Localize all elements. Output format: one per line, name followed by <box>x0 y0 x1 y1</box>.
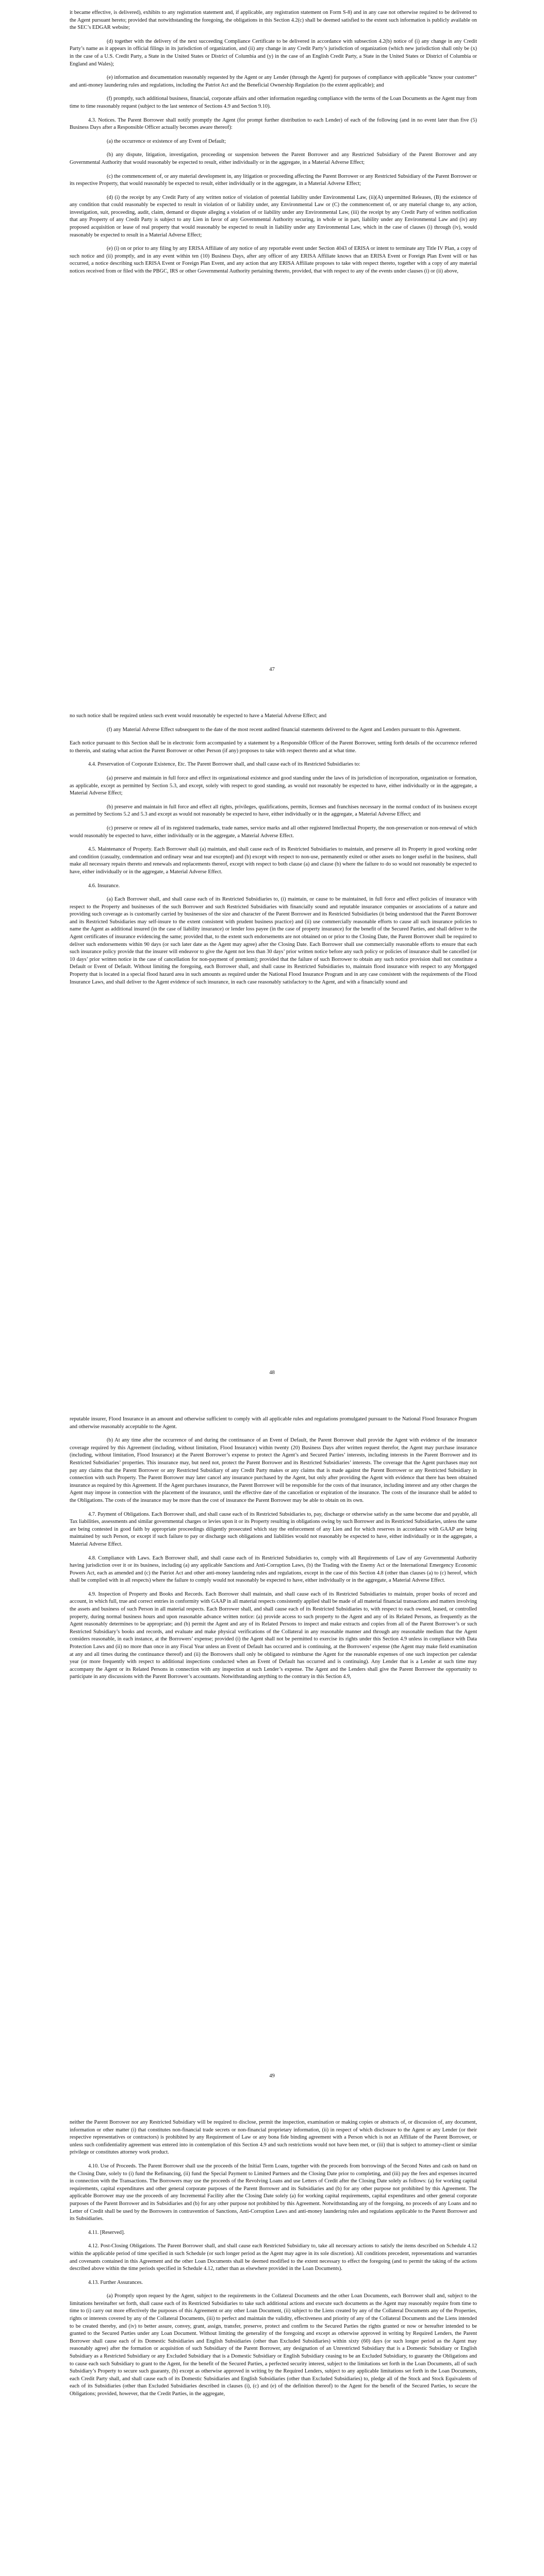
paragraph: reputable insurer, Flood Insurance in an amount and otherwise sufficient to comply with all applicable rules and regulations promulgated pursuant to the National Flood Insurance Program and otherwise reasonably acceptable to the Agent. <box>70 1416 477 1430</box>
section-paragraph: 4.4. Preservation of Corporate Existence, Etc. The Parent Borrower shall, and shall cause each of its Restricted Subsidiaries to: <box>88 761 360 768</box>
section-heading: 4.6. Insurance. <box>88 883 120 889</box>
section-paragraph: 4.5. Maintenance of Property. Each Borrower shall (a) maintain, and shall cause each of its Restricted Subsidiaries to maintain, and preserve all its Property in good working order and condition (casualty, condemnation and ordinary wear and tear excepted) and (b) except with respect to non-use, permanently exited or other assets no longer useful in the business, shall make all necessary repairs thereto and renewals and replacements thereof, except with respect to both clause (a) and clause (b) where the failure to do so would not reasonably be expected to have, either individually or in the aggregate, a Material Adverse Effect. <box>70 846 477 875</box>
page-number: 47 <box>269 667 275 672</box>
paragraph: (c) preserve or renew all of its registered trademarks, trade names, service marks and all other registered Intellectual Property, the non-preservation or non-renewal of which would reasonably be expected to have, either individually or in the aggregate, a Material Adverse Effect. <box>70 825 477 839</box>
page-50 <box>0 2110 544 2576</box>
paragraph: (a) preserve and maintain in full force and effect its organizational existence and good standing under the laws of its jurisdiction of incorporation, organization or formation, as applicable, except as permitted by Section 5.3, and except, solely with respect to good standing, as would not reasonably be expected to have, either individually or in the aggregate, a Material Adverse Effect; <box>70 775 477 796</box>
section-paragraph: 4.12. Post-Closing Obligations. The Parent Borrower shall, and shall cause each Restricted Subsidiary to, take all necessary actions to satisfy the items described on Schedule 4.12 within the applicable period of time specified in such Schedule (or such longer period as the Agent may agree in its sole discretion). All conditions precedent, representations and warranties and covenants contained in this Agreement and the other Loan Documents shall be deemed modified to the extent necessary to effect the foregoing (and to permit the taking of the actions described above within the time periods specified in Schedule 4.12, rather than as elsewhere provided in the Loan Documents). <box>70 2243 477 2272</box>
paragraph: (a) Promptly upon request by the Agent, subject to the requirements in the Collateral Documents and the other Loan Documents, each Borrower shall and, subject to the limitations hereinafter set forth, shall cause each of its Restricted Subsidiaries to take such additional actions and execute such documents as the Agent may reasonably require from time to time to (i) carry out more effectively the purposes of this Agreement or any other Loan Document, (ii) subject to the Liens created by any of the Collateral Documents any of the Properties, rights or interests covered by any of the Collateral Documents, (iii) to perfect and maintain the validity, effectiveness and priority of any of the Collateral Documents and the Liens intended to be created thereby, and (iv) to better assure, convey, grant, assign, transfer, preserve, protect and confirm to the Secured Parties the rights granted or now or hereafter intended to be granted to the Secured Parties under any Loan Document. Without limiting the generality of the foregoing and except as otherwise approved in writing by Required Lenders, the Parent Borrower shall cause each of its Domestic Subsidiaries and English Subsidiaries (other than Excluded Subsidiaries) within sixty (60) days (or such longer period as the Agent may reasonably agree) after the formation or acquisition of such Subsidiary of the Parent Borrower, any designation of an Unrestricted Subsidiary that is a Domestic Subsidiary or English Subsidiary as a Restricted Subsidiary or any Excluded Subsidiary that is a Domestic Subsidiary or English Subsidiary ceasing to be an Excluded Subsidiary, to guaranty the Obligations and to cause each such Subsidiary to grant to the Agent, for the benefit of the Secured Parties, a perfected security interest, subject to the limitations set forth in the Loan Documents, all of such Subsidiary’s Property to secure such guaranty, (b) except as otherwise approved in writing by the Required Lenders, subject to any applicable limitations set forth in the Loan Documents, each Credit Party shall, and shall cause each of its Domestic Subsidiaries and English Subsidiaries (other than Excluded Subsidiaries) to, pledge all of the Stock and Stock Equivalents of each of its Subsidiaries (other than Excluded Subsidiaries described in clauses (i), (c) and (e) of the definition thereof) to the Agent for the benefit of the Secured Parties, to secure the Obligations; provided, however, that the Credit Parties, in the aggregate, <box>70 2293 477 2397</box>
section-heading: 4.13. Further Assurances. <box>88 2279 143 2285</box>
paragraph: (f) promptly, such additional business, financial, corporate affairs and other information regarding compliance with the terms of the Loan Documents as the Agent may from time to time reasonably request (subject to the last sentence of Sections 4.9 and Section 9.10). <box>70 96 477 109</box>
paragraph: (d) together with the delivery of the next succeeding Compliance Certificate to be delivered in accordance with subsection 4.2(b) notice of (i) any change in any Credit Party’s name as it appears in official filings in its jurisdiction of organization, and (ii) any change in any Credit Party’s jurisdiction of organization (which new jurisdiction shall only be (x) in the case of a U.S. Credit Party, a State in the United States or District of Columbia and (y) in the case of an English Credit Party, a State in the United States or District of Columbia or England and Wales); <box>70 38 477 67</box>
paragraph: (e) information and documentation reasonably requested by the Agent or any Lender (through the Agent) for purposes of compliance with applicable “know your customer” and anti-money laundering rules and regulations, including the Patriot Act and the Beneficial Ownership Regulation (to the extent applicable); and <box>70 75 477 88</box>
paragraph: (b) At any time after the occurrence of and during the continuance of an Event of Default, the Parent Borrower shall provide the Agent with evidence of the insurance coverage required by this Agreement (including, without limitation, Flood Insurance) within twenty (20) Business Days after written request therefor, the Agent may purchase insurance (including, without limitation, Flood Insurance) at the Parent Borrower’s expense to protect the Agent’s and Secured Parties’ interests, including interests in the Parent Borrower and its Restricted Subsidiaries’ properties. This insurance may, but need not, protect the Parent Borrower and its Restricted Subsidiaries’ interests. The coverage that the Agent purchases may not pay any claims that the Parent Borrower or any Restricted Subsidiary of any Credit Party makes or any claims that is made against the Parent Borrower or any Restricted Subsidiary in connection with such Property. The Parent Borrower may later cancel any insurance purchased by the Agent, but only after providing the Agent with evidence that there has been obtained insurance as required by this Agreement. If the Agent purchases insurance, the Parent Borrower will be responsible for the costs of that insurance, including interest and any other charges the Agent may impose in connection with the placement of the insurance, until the effective date of the cancellation or expiration of the insurance. The costs of the insurance shall be added to the Obligations. The costs of the insurance may be more than the cost of insurance the Parent Borrower may be able to obtain on its own. <box>70 1437 477 1503</box>
paragraph: neither the Parent Borrower nor any Restricted Subsidiary will be required to disclose, permit the inspection, examination or making copies or abstracts of, or discussion of, any document, information or other matter (i) that constitutes non-financial trade secrets or non-financial proprietary information, (ii) in respect of which disclosure to the Agent or any Lender (or their respective representatives or contractors) is prohibited by any Requirement of Law or any bona fide binding agreement with a Person which is not an Affiliate of the Parent Borrower, or unless such confidentiality agreement was entered into in contemplation of this Section 4.9 and such restrictions would not have been met, or (iii) that is subject to attorney-client or similar privilege or constitutes attorney work product. <box>70 2120 477 2156</box>
paragraph: (b) preserve and maintain in full force and effect all rights, privileges, qualifications, permits, licenses and franchises necessary in the normal conduct of its business except as permitted by Sections 5.2 and 5.3 and except as would not reasonably be expected to have, either individually or in the aggregate, a Material Adverse Effect; and <box>70 804 477 818</box>
page-47 <box>0 0 544 703</box>
page-number: 48 <box>269 1370 275 1376</box>
page-number: 49 <box>269 2073 275 2079</box>
page-48 <box>0 703 544 1406</box>
paragraph: (e) (i) on or prior to any filing by any ERISA Affiliate of any notice of any reportable event under Section 4043 of ERISA or intent to terminate any Title IV Plan, a copy of such notice and (ii) promptly, and in any event within ten (10) Business Days, after any officer of any ERISA Affiliate knows that an ERISA Event or Foreign Plan Event will or has occurred, a notice describing such ERISA Event or Foreign Plan Event, and any action that any ERISA Affiliate proposes to take with respect thereto, together with a copy of any material notices received from or filed with the PBGC, IRS or other Governmental Authority pertaining thereto, provided, that with respect to any of the events under clauses (i) or (ii) above, <box>70 246 477 275</box>
paragraph: no such notice shall be required unless such event would reasonably be expected to have a Material Adverse Effect; and <box>70 713 327 719</box>
section-paragraph: 4.9. Inspection of Property and Books and Records. Each Borrower shall maintain, and shall cause each of its Restricted Subsidiaries to maintain, proper books of record and account, in which full, true and correct entries in conformity with GAAP in all material respects consistently applied shall be made of all material financial transactions and matters involving the assets and business of such Person in all material respects. Each Borrower shall, and shall cause each of its Restricted Subsidiaries to, with respect to each owned, leased, or controlled property, during normal business hours and upon reasonable advance written notice: (a) provide access to such property to the Agent and any of its Related Persons, as frequently as the Agent reasonably determines to be appropriate; and (b) permit the Agent and any of its Related Persons to inspect and make extracts and copies from all of the Parent Borrower’s or such Restricted Subsidiary’s books and records, and evaluate and make physical verifications of the Collateral in any reasonable manner and through any reasonable medium that the Agent considers reasonable, in each instance, at the Borrowers’ expense; provided (i) the Agent shall not be permitted to exercise its rights under this Section 4.9 unless in compliance with Data Protection Laws and (ii) no more than once in any Fiscal Year unless an Event of Default has occurred and is continuing, at the Borrowers’ expense (the Agent may make field examination at any and all times during the continuance thereof) and (ii) the Borrowers shall only be obligated to reimburse the Agent for the reasonable expenses of one such inspection per calendar year (or more frequently with respect to additional inspections conducted when an Event of Default has occurred and is continuing). Any Lender that is a Lender at such time may accompany the Agent or its Related Persons in connection with any inspection at such Lender’s expense. The Agent and the Lenders shall give the Parent Borrower the opportunity to participate in any discussions with the Parent Borrower’s accountants. Notwithstanding anything to the contrary in this Section 4.9, <box>70 1591 477 1680</box>
paragraph: (a) the occurrence or existence of any Event of Default; <box>107 138 226 144</box>
section-paragraph: 4.10. Use of Proceeds. The Parent Borrower shall use the proceeds of the Initial Term Loans, together with the proceeds from borrowings of the Second Notes and cash on hand on the Closing Date, solely to (i) fund the Refinancing, (ii) fund the Special Payment to Limited Partners and the Closing Date prior to completing, and (iii) pay the fees and expenses incurred in connection with the Transactions. The Borrowers may use the proceeds of the Revolving Loans and use Letters of Credit after the Closing Date solely as follows: (a) for working capital requirements, capital expenditures and other general corporate purposes of the Parent Borrower and its Subsidiaries and (b) for any other purpose not prohibited by this Agreement. The applicable Borrower may use the proceeds of any Incremental Facility after the Closing Date solely (a) for working capital requirements, capital expenditures and other general corporate purposes of the Parent Borrower and its Subsidiaries and (b) for any other purpose not prohibited by this Agreement. Notwithstanding any of the foregoing, no proceeds of any Loans and no Letter of Credit shall be used by the Borrowers in contravention of Sanctions, Anti-Corruption Laws and anti-money laundering rules and regulations applicable to the Parent Borrower and its Subsidiaries. <box>70 2163 477 2222</box>
paragraph: Each notice pursuant to this Section shall be in electronic form accompanied by a statement by a Responsible Officer of the Parent Borrower, setting forth details of the occurrence referred to therein, and stating what action the Parent Borrower or other Person (if any) proposes to take with respect thereto and at what time. <box>70 740 477 754</box>
section-paragraph: 4.3. Notices. The Parent Borrower shall notify promptly the Agent (for prompt further distribution to each Lender) of each of the following (and in no event later than five (5) Business Days after a Responsible Officer actually becomes aware thereof): <box>70 117 477 131</box>
paragraph: (d) (i) the receipt by any Credit Party of any written notice of violation of potential liability under Environmental Law, (ii)(A) unpermitted Releases, (B) the existence of any condition that could reasonably be expected to result in violation of or liability under, any Environmental Law or (C) the commencement of, or any material change to, any action, investigation, suit, proceeding, audit, claim, demand or dispute alleging a violation of or liability under any Environmental Law, (iii) the receipt by any Credit Party of written notification that any Property of any Credit Party is subject to any Lien in favor of any Governmental Authority securing, in whole or in part, liability under any Environmental Law and (iv) any proposed acquisition or lease of real property that would reasonably be expected to result in liability under any Environmental Law, which in the case of clauses (i) through (iv), would reasonably be expected to result in a Material Adverse Effect; <box>70 194 477 238</box>
paragraph: (a) Each Borrower shall, and shall cause each of its Restricted Subsidiaries to, (i) maintain, or cause to be maintained, in full force and effect policies of insurance with respect to the Property and businesses of the such Borrower and such Restricted Subsidiaries with financially sound and reputable insurance companies or associations of a nature and providing such coverage as is customarily carried by businesses of the size and character of the Parent Borrower and its Restricted Subsidiaries (it being understood that the Parent Borrower and its Restricted Subsidiaries may self-insure to the extent consistent with prudent business practice) and (ii) use commercially reasonable efforts to cause all such insurance policies to name the Agent as additional insured (in the case of liability insurance) or lender loss payee (in the case of property insurance) for the benefit of the Secured Parties, and shall deliver to the Agent certificates of insurance evidencing the same; provided that, to the extent such endorsements are not obtained on or prior to the Closing Date, the Parent Borrower shall be required to deliver such endorsements within 90 days (or such later date as the Agent may agree) after the Closing Date. Each Borrower shall use commercially reasonable efforts to ensure that each such insurance policy provide that the insurer will endeavor to give the Agent not less than 30 days’ prior written notice before any such policy or policies of insurance shall be cancelled (or 10 days’ prior written notice in the case of cancellation for non-payment of premium); provided that the failure of such Borrower to obtain any such notice provision shall not constitute a Default or Event of Default. Without limiting the foregoing, each Borrower shall, and shall cause its Restricted Subsidiaries to, maintain flood insurance with respect to any Mortgaged Property that is located in a special flood hazard area in such amounts as required under the National Flood Insurance Program and in any case consistent with the requirements of the Flood Insurance Laws, and shall deliver to the Agent evidence of such insurance, in each case reasonably satisfactory to the Agent, and with a financially sound and <box>70 896 477 985</box>
page-49 <box>0 1406 544 2110</box>
section-paragraph: 4.7. Payment of Obligations. Each Borrower shall, and shall cause each of its Restricted Subsidiaries to, pay, discharge or otherwise satisfy as the same become due and payable, all Tax liabilities, assessments and similar governmental charges or levies upon it or its Property resulting in obligations owing by such Borrower and its Restricted Subsidiaries, unless the same are being contested in good faith by appropriate proceedings diligently prosecuted which stay the enforcement of any Lien and for which reserves in accordance with GAAP are being maintained by such Person, or except if such failure to pay or discharge such obligations and liabilities would not reasonably be expected to have, either individually or in the aggregate, a Material Adverse Effect. <box>70 1511 477 1547</box>
section-heading: 4.11. [Reserved]. <box>88 2229 125 2235</box>
paragraph: (b) any dispute, litigation, investigation, proceeding or suspension between the Parent Borrower and any Restricted Subsidiary of the Parent Borrower and any Governmental Authority that would reasonably be expected to result, either individually or in the aggregate, in a Material Adverse Effect; <box>70 152 477 165</box>
paragraph: (f) any Material Adverse Effect subsequent to the date of the most recent audited financial statements delivered to the Agent and Lenders pursuant to this Agreement. <box>107 726 461 733</box>
section-paragraph: 4.8. Compliance with Laws. Each Borrower shall, and shall cause each of its Restricted Subsidiaries to, comply with all Requirements of Law of any Governmental Authority having jurisdiction over it or its business, including (a) any applicable Sanctions and Anti-Corruption Laws, (b) the Trading with the Enemy Act or the International Emergency Economic Powers Act, each as amended and (c) the Patriot Act and other anti-money laundering rules and regulations, except in the case of this Section 4.8 (other than clauses (a) to (c) hereof, which shall be complied with in all respects) where the failure to comply would not reasonably be expected to have, either individually or in the aggregate, a Material Adverse Effect. <box>70 1555 477 1584</box>
paragraph: (c) the commencement of, or any material development in, any litigation or proceeding affecting the Parent Borrower or any Restricted Subsidiary of the Parent Borrower or its respective Property, that would reasonably be expected to result, either individually or in the aggregate, in a Material Adverse Effect; <box>70 173 477 187</box>
paragraph: it became effective, is delivered), exhibits to any registration statement and, if applicable, any registration statement on Form S-8) and in any case not otherwise required to be delivered to the Agent pursuant hereto; provided that notwithstanding the foregoing, the obligations in this Section 4.2(c) shall be deemed satisfied to the extent such information is publicly available on the SEC’s EDGAR website; <box>70 10 477 31</box>
